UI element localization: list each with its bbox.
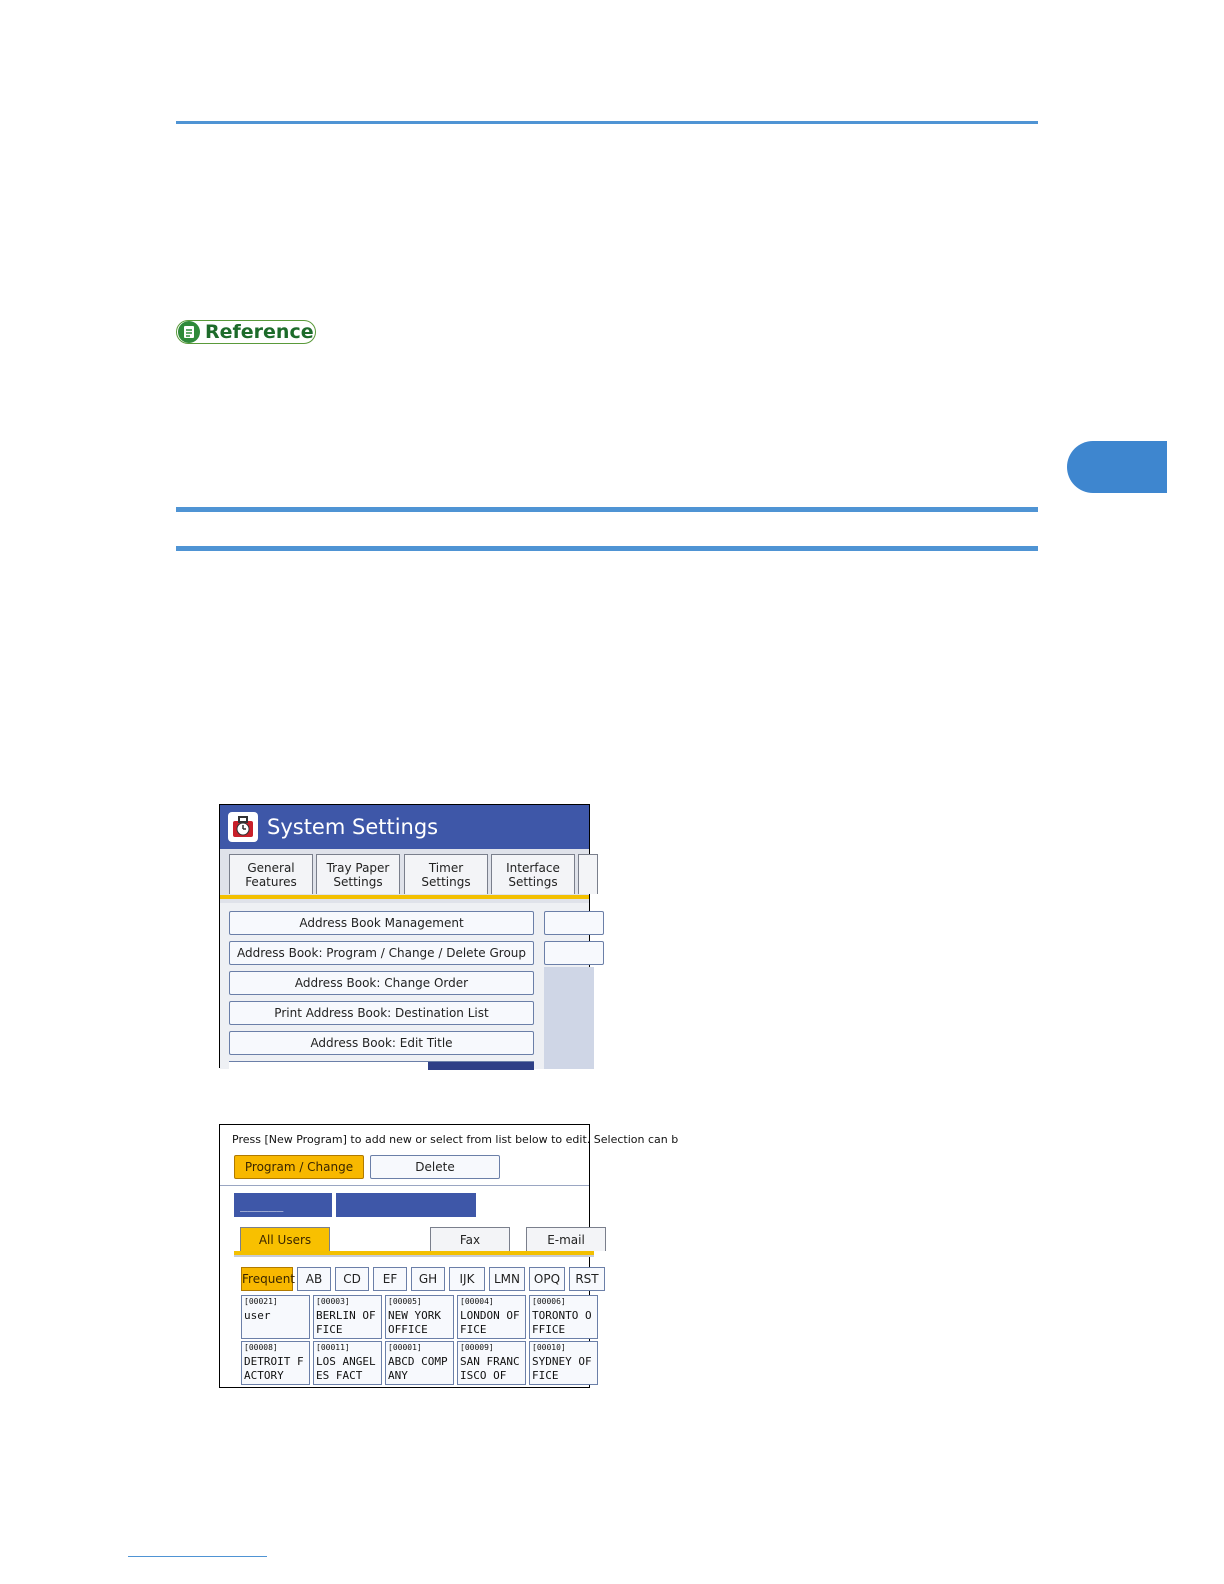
tab-fax[interactable]: Fax bbox=[430, 1227, 510, 1251]
partial-button-dark bbox=[428, 1062, 534, 1070]
entry-name: user bbox=[244, 1309, 271, 1322]
address-entry[interactable] bbox=[529, 1295, 598, 1339]
side-button-2[interactable] bbox=[544, 941, 604, 965]
letter-ijk[interactable]: IJK bbox=[449, 1267, 485, 1291]
reference-badge bbox=[176, 320, 316, 344]
entry-number: [00021] bbox=[244, 1297, 278, 1306]
letter-ef[interactable]: EF bbox=[373, 1267, 407, 1291]
address-entry[interactable] bbox=[385, 1295, 454, 1339]
reference-label: Reference bbox=[205, 321, 314, 343]
letter-cd[interactable]: CD bbox=[335, 1267, 369, 1291]
entry-name: ABCD COMPANY bbox=[388, 1355, 448, 1382]
program-change-button[interactable]: Program / Change bbox=[234, 1155, 364, 1179]
address-book-group-button[interactable]: Address Book: Program / Change / Delete Group bbox=[229, 941, 534, 965]
footer-link-underline[interactable] bbox=[128, 1556, 267, 1557]
tab-timer-settings[interactable] bbox=[404, 854, 488, 894]
tab-underline bbox=[220, 895, 589, 899]
section-rule-bottom bbox=[176, 546, 1038, 551]
tab-tray-paper-settings[interactable] bbox=[316, 854, 400, 894]
entry-name: LONDON OFFICE bbox=[460, 1309, 520, 1336]
system-settings-header bbox=[220, 805, 589, 849]
entry-number: [00009] bbox=[460, 1343, 494, 1352]
instruction-text: Press [New Program] to add new or select from list below to edit. Selection can b bbox=[232, 1133, 679, 1146]
entry-name: SAN FRANCISCO OF bbox=[460, 1355, 520, 1382]
tabs-shadow-line bbox=[234, 1255, 594, 1257]
tab-general-features-label: General Features bbox=[245, 860, 297, 889]
entry-name: SYDNEY OFFICE bbox=[532, 1355, 592, 1382]
entry-name: TORONTO OFFICE bbox=[532, 1309, 592, 1336]
address-book-management-button[interactable]: Address Book Management bbox=[229, 911, 534, 935]
tab-timer-settings-label: Timer Settings bbox=[421, 860, 471, 889]
tab-email[interactable]: E-mail bbox=[526, 1227, 606, 1251]
address-entry[interactable] bbox=[457, 1295, 526, 1339]
address-entry[interactable] bbox=[313, 1341, 382, 1385]
separator bbox=[220, 1185, 589, 1186]
address-book-screenshot bbox=[219, 1124, 679, 1388]
address-entry[interactable] bbox=[457, 1341, 526, 1385]
letter-rst[interactable]: RST bbox=[569, 1267, 605, 1291]
side-button-1[interactable] bbox=[544, 911, 604, 935]
section-rule-top bbox=[176, 507, 1038, 512]
entry-number: [00011] bbox=[316, 1343, 350, 1352]
address-book-change-order-button[interactable]: Address Book: Change Order bbox=[229, 971, 534, 995]
tab-all-users[interactable]: All Users bbox=[240, 1227, 330, 1251]
entry-number: [00005] bbox=[388, 1297, 422, 1306]
letter-ab[interactable]: AB bbox=[297, 1267, 331, 1291]
entry-number: [00010] bbox=[532, 1343, 566, 1352]
entry-number: [00004] bbox=[460, 1297, 494, 1306]
entry-number: [00006] bbox=[532, 1297, 566, 1306]
partial-button-strip bbox=[229, 1061, 534, 1070]
letter-lmn[interactable]: LMN bbox=[489, 1267, 525, 1291]
entry-name: BERLIN OFFICE bbox=[316, 1309, 376, 1336]
clock-briefcase-icon bbox=[228, 812, 258, 842]
system-settings-title: System Settings bbox=[267, 815, 439, 839]
entry-number: [00008] bbox=[244, 1343, 278, 1352]
entry-name: LOS ANGELES FACT bbox=[316, 1355, 376, 1382]
header-rule bbox=[176, 121, 1038, 124]
side-panel bbox=[544, 967, 594, 1069]
tab-general-features[interactable] bbox=[229, 854, 313, 894]
print-address-book-button[interactable]: Print Address Book: Destination List bbox=[229, 1001, 534, 1025]
tab-interface-settings[interactable] bbox=[491, 854, 575, 894]
system-settings-screenshot bbox=[219, 804, 590, 1068]
address-book-edit-title-button[interactable]: Address Book: Edit Title bbox=[229, 1031, 534, 1055]
entry-number: [00003] bbox=[316, 1297, 350, 1306]
entry-name: DETROIT FACTORY bbox=[244, 1355, 304, 1382]
letter-opq[interactable]: OPQ bbox=[529, 1267, 565, 1291]
address-entry[interactable] bbox=[241, 1295, 310, 1339]
tab-tray-paper-settings-label: Tray Paper Settings bbox=[326, 860, 390, 889]
name-field[interactable] bbox=[336, 1193, 476, 1217]
user-type-tabs bbox=[234, 1227, 594, 1257]
letter-gh[interactable]: GH bbox=[411, 1267, 445, 1291]
address-entry[interactable] bbox=[385, 1341, 454, 1385]
delete-button[interactable]: Delete bbox=[370, 1155, 500, 1179]
address-entry[interactable] bbox=[313, 1295, 382, 1339]
tab-interface-settings-label: Interface Settings bbox=[506, 860, 560, 889]
system-settings-body bbox=[220, 903, 589, 1069]
letter-frequent[interactable]: Frequent bbox=[241, 1267, 293, 1291]
address-entry[interactable] bbox=[529, 1341, 598, 1385]
registration-number-field[interactable]: ______ bbox=[234, 1193, 332, 1217]
chapter-tab bbox=[1067, 441, 1167, 493]
tab-more[interactable] bbox=[578, 854, 598, 894]
address-entry[interactable] bbox=[241, 1341, 310, 1385]
reference-note-icon bbox=[178, 321, 200, 343]
settings-tab-bar bbox=[220, 849, 589, 903]
entry-name: NEW YORK OFFICE bbox=[388, 1309, 441, 1336]
entry-number: [00001] bbox=[388, 1343, 422, 1352]
